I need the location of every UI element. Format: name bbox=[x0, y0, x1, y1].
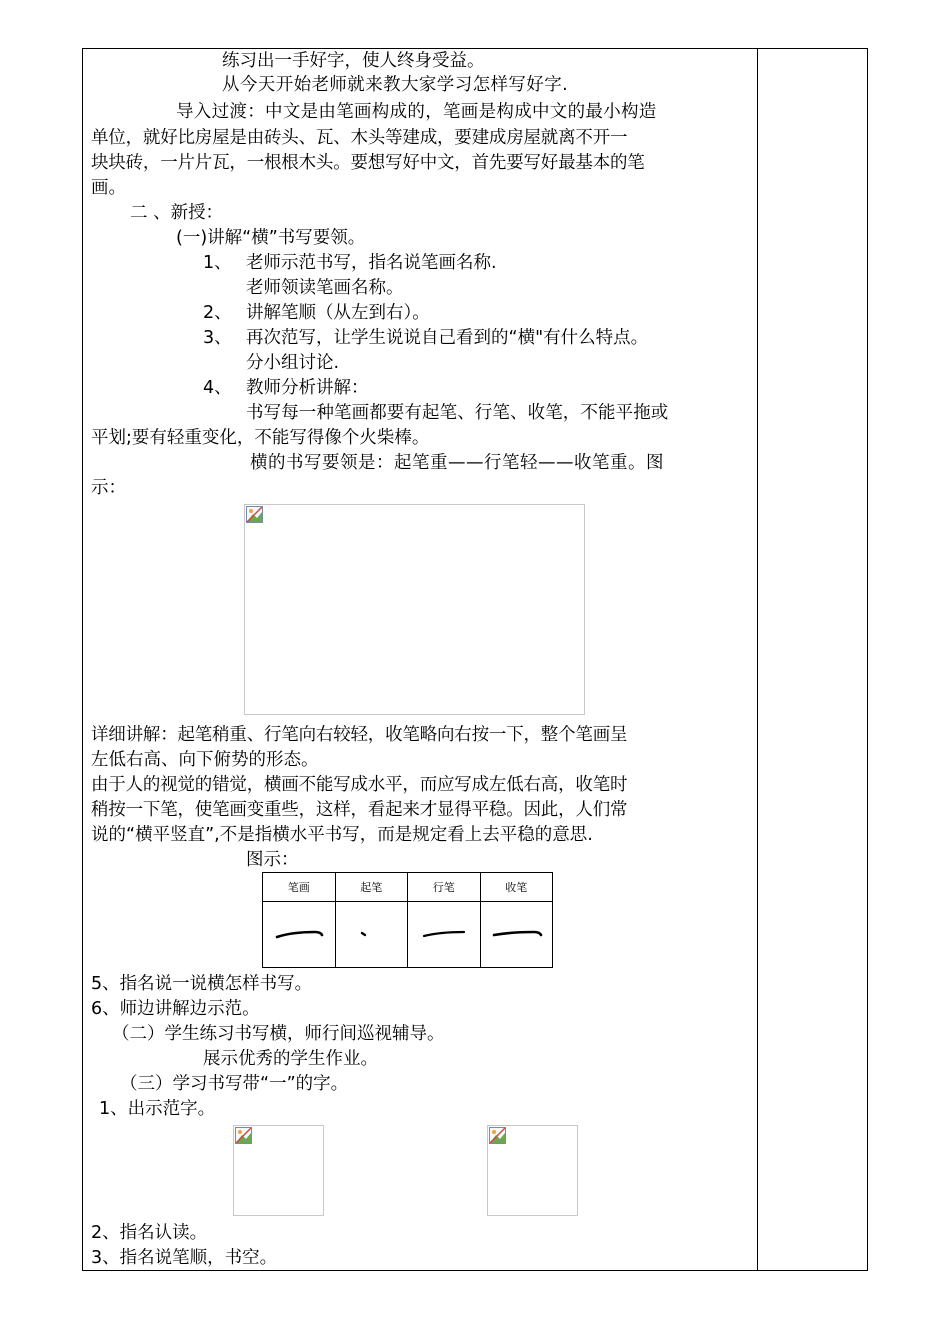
stroke-diagram-table bbox=[262, 872, 553, 968]
text-line: 讲解笔顺（从左到右）。 bbox=[246, 303, 430, 323]
text-line: 老师领读笔画名称。 bbox=[246, 278, 404, 298]
stroke-start-dot-icon bbox=[341, 918, 401, 948]
text-line: 书写每一种笔画都要有起笔、行笔、收笔，不能平拖或 bbox=[246, 403, 669, 423]
list-number: 2、 bbox=[203, 303, 232, 323]
header-cell: 笔画 bbox=[263, 873, 336, 902]
horizontal-stroke-icon bbox=[269, 918, 329, 948]
text-line: 平划;要有轻重变化，不能写得像个火柴棒。 bbox=[91, 428, 430, 448]
column-divider bbox=[757, 48, 758, 1271]
text-line: 由于人的视觉的错觉，横画不能写成水平，而应写成左低右高，收笔时 bbox=[91, 775, 628, 795]
text-line: 2、指名认读。 bbox=[91, 1223, 208, 1243]
sample-character-image bbox=[487, 1125, 578, 1216]
broken-image-icon bbox=[235, 1127, 252, 1144]
section-heading: 二 、新授： bbox=[130, 203, 224, 223]
text-line: 3、指名说笔顺，书空。 bbox=[91, 1248, 278, 1268]
text-line: 块块砖，一片片瓦，一根根木头。要想写好中文，首先要写好最基本的笔 bbox=[91, 153, 645, 173]
text-line: 5、指名说一说横怎样书写。 bbox=[91, 974, 313, 994]
stroke-start-cell bbox=[335, 902, 408, 968]
text-line: 示： bbox=[91, 478, 126, 498]
text-line: 再次范写，让学生说说自己看到的“横"有什么特点。 bbox=[246, 328, 649, 348]
stroke-full-cell bbox=[263, 902, 336, 968]
stroke-end-cell bbox=[480, 902, 553, 968]
list-number: 1、 bbox=[203, 253, 232, 273]
image-placeholder bbox=[244, 504, 585, 715]
text-line: 教师分析讲解： bbox=[246, 378, 369, 398]
sample-character-image bbox=[233, 1125, 324, 1216]
text-line: 左低右高、向下俯势的形态。 bbox=[91, 750, 319, 770]
text-line: 展示优秀的学生作业。 bbox=[203, 1049, 378, 1069]
header-cell: 行笔 bbox=[408, 873, 481, 902]
list-number: 4、 bbox=[203, 378, 232, 398]
text-line: 画。 bbox=[91, 178, 126, 198]
broken-image-icon bbox=[489, 1127, 506, 1144]
text-line: 稍按一下笔，使笔画变重些，这样，看起来才显得平稳。因此，人们常 bbox=[91, 800, 628, 820]
text-line: 导入过渡：中文是由笔画构成的，笔画是构成中文的最小构造 bbox=[176, 102, 657, 122]
text-line: 单位，就好比房屋是由砖头、瓦、木头等建成，要建成房屋就离不开一 bbox=[91, 128, 628, 148]
text-line: 图示： bbox=[246, 850, 299, 870]
list-number: 3、 bbox=[203, 328, 232, 348]
subsection-heading: （二）学生练习书写横，师行间巡视辅导。 bbox=[112, 1024, 445, 1044]
text-line: 1、出示范字。 bbox=[99, 1099, 216, 1119]
text-line: 练习出一手好字，使人终身受益。 bbox=[222, 51, 485, 71]
subsection-heading: (一)讲解“横”书写要领。 bbox=[176, 228, 366, 248]
broken-image-icon bbox=[246, 506, 263, 523]
stroke-middle-icon bbox=[414, 918, 474, 948]
stroke-end-icon bbox=[486, 918, 546, 948]
text-line: 详细讲解：起笔稍重、行笔向右较轻，收笔略向右按一下，整个笔画呈 bbox=[91, 725, 628, 745]
header-cell: 起笔 bbox=[335, 873, 408, 902]
text-line: 横的书写要领是：起笔重——行笔轻——收笔重。图 bbox=[250, 453, 664, 473]
header-cell: 收笔 bbox=[480, 873, 553, 902]
subsection-heading: （三）学习书写带“一”的字。 bbox=[120, 1074, 349, 1094]
text-line: 老师示范书写，指名说笔画名称. bbox=[246, 253, 497, 273]
text-line: 分小组讨论. bbox=[246, 353, 340, 373]
stroke-middle-cell bbox=[408, 902, 481, 968]
text-line: 说的“横平竖直”,不是指横水平书写，而是规定看上去平稳的意思. bbox=[91, 825, 593, 845]
text-line: 从今天开始老师就来教大家学习怎样写好字. bbox=[222, 75, 569, 95]
text-line: 6、师边讲解边示范。 bbox=[91, 999, 260, 1019]
